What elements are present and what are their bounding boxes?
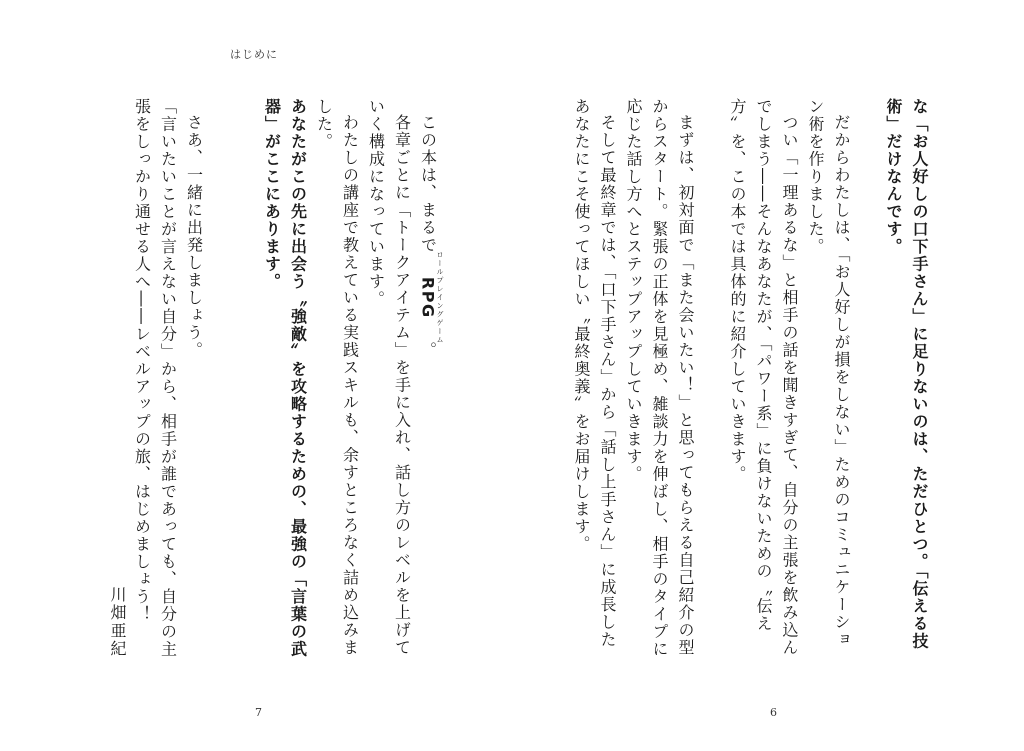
left-paragraph-1-after: 。 xyxy=(418,341,438,359)
paragraph-gap xyxy=(233,98,259,658)
page-number-right: 6 xyxy=(770,706,777,719)
paragraph-gap xyxy=(207,98,233,658)
running-head: はじめに xyxy=(230,48,278,61)
left-page-body xyxy=(132,98,444,658)
left-paragraph-5: さあ、一緒に出発しましょう。 xyxy=(184,114,204,359)
left-paragraph-6: 「言いたいことが言えない自分」から、相手が誰であっても、自分の主張をしっかり通せる人へ――レベルアップの旅、はじめましょう！ xyxy=(132,98,178,658)
rpg-ruby-text: ロールプレイングゲーム xyxy=(436,251,444,345)
right-paragraph-4: まずは、初対面で「また会いたい！」と思ってもらえる自己紹介の型からスタート。緊張の正体を見極め、雑談力を伸ばし、相手のタイプに応じた話し方へとステップアップしていきます。 xyxy=(624,98,695,658)
rpg-ruby-base: RPG xyxy=(418,251,438,345)
page-number-left: 7 xyxy=(255,706,262,719)
paragraph-gap xyxy=(854,98,880,658)
rpg-ruby xyxy=(418,251,444,345)
left-paragraph-1 xyxy=(415,98,445,658)
author-signature: 川畑亜紀 xyxy=(108,586,127,658)
right-paragraph-2: だからわたしは、「お人好しが損をしない」ためのコミュニケーション術を作りました。 xyxy=(806,98,851,649)
right-page-body xyxy=(572,98,932,658)
paragraph-gap xyxy=(698,98,724,658)
left-paragraph-3: わたしの講座で教えている実践スキルも、余すところなく詰め込みました。 xyxy=(314,98,360,657)
left-paragraph-2: 各章ごとに「トークアイテム」を手に入れ、話し方のレベルを上げていく構成になっています。 xyxy=(366,98,412,657)
left-paragraph-1-before: この本は、まるで xyxy=(418,114,438,254)
left-paragraph-4: あなたがこの先に出会う〝強敵〟を攻略するための、最強の「言葉の武器」がここにあります。 xyxy=(262,98,308,658)
right-paragraph-1: な「お人好しの口下手さん」に足りないのは、ただひとつ。「伝える技術」だけなんです。 xyxy=(884,98,929,650)
right-paragraph-5: そして最終章では、「口下手さん」から「話し上手さん」に成長したあなたにこそ使ってほしい〝最終奥義〟をお届けします。 xyxy=(572,98,617,649)
right-paragraph-3: つい「一理あるな」と相手の話を聞きすぎて、自分の主張を飲み込んでしまう――そんなあなたが、「パワー系」に負けないための〝伝え方〟を、この本では具体的に紹介していきます。 xyxy=(728,98,799,657)
